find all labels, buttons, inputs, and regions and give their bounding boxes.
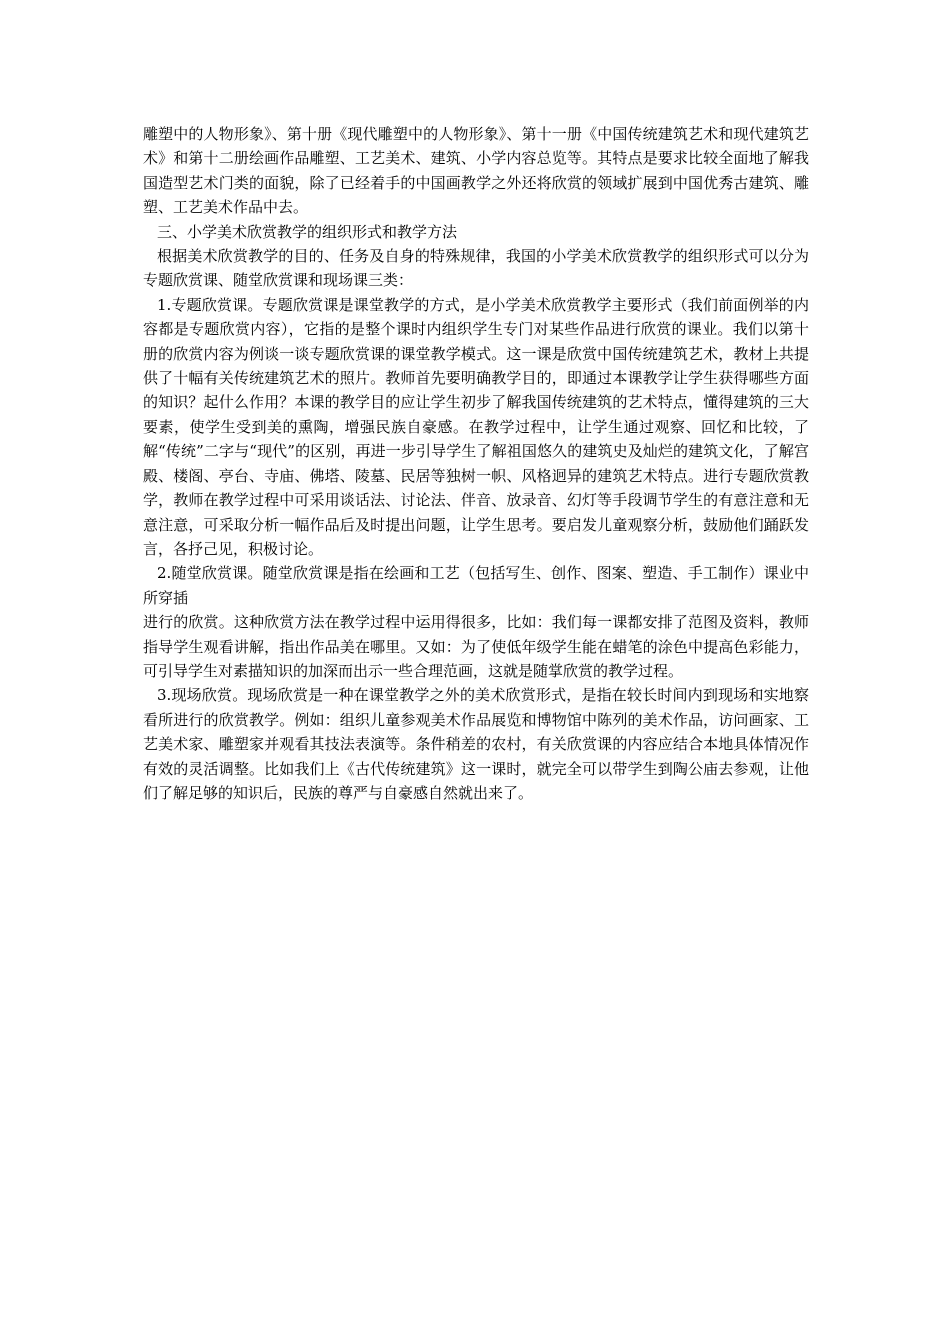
paragraph-inclass-appreciation: 2.随堂欣赏课。随堂欣赏课是指在绘画和工艺（包括写生、创作、图案、塑造、手工制作）课业中所穿插 [143,564,809,607]
paragraph-inclass-continuation: 进行的欣赏。这种欣赏方法在教学过程中运用得很多，比如：我们每一课都安排了范图及资料，教师指导学生观看讲解，指出作品美在哪里。又如：为了使低年级学生能在蜡笔的涂色中提高色彩能力，可引导学生对素描知识的加深而出示一些合理范画，这就是随掌欣赏的教学过程。 [143,613,809,680]
document-body [143,122,809,805]
paragraph-topic-appreciation: 1.专题欣赏课。专题欣赏课是课堂教学的方式，是小学美术欣赏教学主要形式（我们前面例举的内容都是专题欣赏内容），它指的是整个课时内组织学生专门对某些作品进行欣赏的课业。我们以第十册的欣赏内容为例谈一谈专题欣赏课的课堂教学模式。这一课是欣赏中国传统建筑艺术，教材上共提供了十幅有关传统建筑艺术的照片。教师首先要明确教学目的，即通过本课教学让学生获得哪些方面的知识？起什么作用？本课的教学目的应让学生初步了解我国传统建筑的艺术特点，懂得建筑的三大要素，使学生受到美的熏陶，增强民族自豪感。在教学过程中，让学生通过观察、回忆和比较，了解“传统”二字与“现代”的区别，再进一步引导学生了解祖国悠久的建筑史及灿烂的建筑文化，了解宫殿、楼阁、亭台、寺庙、佛塔、陵墓、民居等独树一帜、风格迥异的建筑艺术特点。进行专题欣赏教学，教师在教学过程中可采用谈话法、讨论法、伴音、放录音、幻灯等手段调节学生的有意注意和无意注意，可采取分析一幅作品后及时提出问题，让学生思考。要启发儿童观察分析，鼓励他们踊跃发言，各抒己见，积极讨论。 [143,295,809,558]
section-heading: 三、小学美术欣赏教学的组织形式和教学方法 [157,222,458,241]
paragraph-intro: 根据美术欣赏教学的目的、任务及自身的特殊规律，我国的小学美术欣赏教学的组织形式可以分为专题欣赏课、随堂欣赏课和现场课三类： [143,247,809,290]
paragraph-continuation: 雕塑中的人物形象》、第十册《现代雕塑中的人物形象》、第十一册《中国传统建筑艺术和现代建筑艺术》和第十二册绘画作品雕塑、工艺美术、建筑、小学内容总览等。其特点是要求比较全面地了解我国造型艺术门类的面貌，除了已经着手的中国画教学之外还将欣赏的领域扩展到中国优秀古建筑、雕塑、工艺美术作品中去。 [143,125,809,217]
paragraph-onsite-appreciation: 3.现场欣赏。现场欣赏是一种在课堂教学之外的美术欣赏形式，是指在较长时间内到现场和实地察看所进行的欣赏教学。例如：组织儿童参观美术作品展览和博物馆中陈列的美术作品，访问画家、工艺美术家、雕塑家并观看其技法表演等。条件稍差的农村，有关欣赏课的内容应结合本地具体情况作有效的灵活调整。比如我们上《古代传统建筑》这一课时，就完全可以带学生到陶公庙去参观，让他们了解足够的知识后，民族的尊严与自豪感自然就出来了。 [143,686,809,802]
